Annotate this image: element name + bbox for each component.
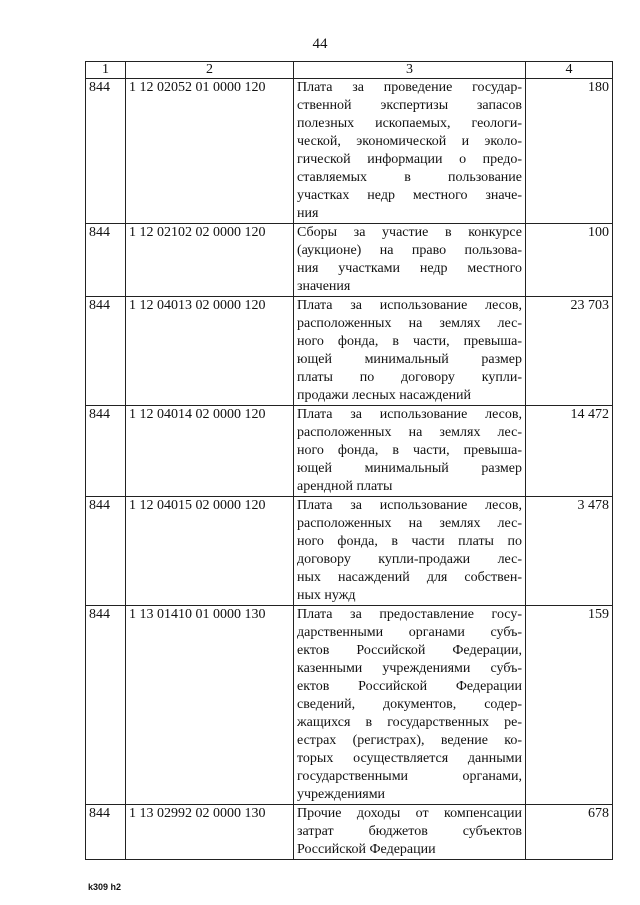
description-line: арендной платы <box>297 479 393 494</box>
cell-amount: 14 472 <box>526 406 613 497</box>
description-line: (аукционе) на право пользова- <box>297 243 522 258</box>
description-line: затрат бюджетов субъектов <box>297 824 522 839</box>
page-number: 44 <box>312 36 328 52</box>
description-line: ных насаждений для собствен- <box>297 570 522 585</box>
table-row <box>86 79 613 224</box>
description-line: гической информации о предо- <box>297 152 522 167</box>
cell-classification-code: 1 12 04013 02 0000 120 <box>126 297 294 406</box>
description-line: расположенных на землях лес- <box>297 425 522 440</box>
header-cell-1: 1 <box>86 62 126 79</box>
description-line: учреждениями <box>297 787 386 802</box>
cell-description <box>294 406 526 497</box>
cell-amount: 159 <box>526 606 613 805</box>
description-line: участках недр местного значе- <box>297 188 522 203</box>
cell-amount: 180 <box>526 79 613 224</box>
cell-amount: 100 <box>526 224 613 297</box>
footer-mark: k309 h2 <box>88 882 122 892</box>
description-line: Российской Федерации <box>297 842 436 857</box>
header-cell-4: 4 <box>526 62 613 79</box>
cell-classification-code: 1 12 04014 02 0000 120 <box>126 406 294 497</box>
table-row <box>86 224 613 297</box>
cell-description <box>294 79 526 224</box>
description-line: Сборы за участие в конкурсе <box>297 225 522 240</box>
description-line: дарственными органами субъ- <box>297 625 522 640</box>
cell-admin-code: 844 <box>86 79 126 224</box>
description-line: ния участками недр местного <box>297 261 522 276</box>
cell-admin-code: 844 <box>86 606 126 805</box>
description-line: ектов Российской Федерации, <box>297 643 522 658</box>
description-line: Прочие доходы от компенсации <box>297 806 522 821</box>
cell-classification-code: 1 12 04015 02 0000 120 <box>126 497 294 606</box>
description-line: расположенных на землях лес- <box>297 516 522 531</box>
description-line: естрах (регистрах), ведение ко- <box>297 733 522 748</box>
header-cell-3: 3 <box>294 62 526 79</box>
cell-description <box>294 606 526 805</box>
description-line: значения <box>297 279 351 294</box>
description-line: ческой, экономической и эколо- <box>297 134 522 149</box>
table-row <box>86 406 613 497</box>
description-line: ственной экспертизы запасов <box>297 98 522 113</box>
description-line: жащихся в государственных ре- <box>297 715 522 730</box>
description-line: ставляемых в пользование <box>297 170 522 185</box>
description-line: ного фонда, в части платы по <box>297 534 522 549</box>
description-line: договору купли-продажи лес- <box>297 552 522 567</box>
description-line: Плата за использование лесов, <box>297 298 522 313</box>
cell-admin-code: 844 <box>86 297 126 406</box>
description-line: Плата за использование лесов, <box>297 498 522 513</box>
table-row <box>86 606 613 805</box>
table-body <box>86 79 613 860</box>
description-line: Плата за предоставление госу- <box>297 607 522 622</box>
description-line: ния <box>297 206 319 221</box>
description-line: полезных ископаемых, геологи- <box>297 116 522 131</box>
cell-amount: 23 703 <box>526 297 613 406</box>
cell-description <box>294 297 526 406</box>
description-line: ющей минимальный размер <box>297 461 522 476</box>
cell-admin-code: 844 <box>86 497 126 606</box>
cell-description <box>294 224 526 297</box>
table-row <box>86 297 613 406</box>
table-row <box>86 497 613 606</box>
description-line: платы по договору купли- <box>297 370 522 385</box>
description-line: сведений, документов, содер- <box>297 697 522 712</box>
cell-admin-code: 844 <box>86 406 126 497</box>
cell-classification-code: 1 12 02102 02 0000 120 <box>126 224 294 297</box>
header-cell-2: 2 <box>126 62 294 79</box>
description-line: Плата за использование лесов, <box>297 407 522 422</box>
cell-classification-code: 1 13 02992 02 0000 130 <box>126 805 294 860</box>
description-line: ного фонда, в части, превыша- <box>297 443 522 458</box>
description-line: ектов Российской Федерации <box>297 679 522 694</box>
description-line: расположенных на землях лес- <box>297 316 522 331</box>
cell-admin-code: 844 <box>86 805 126 860</box>
cell-amount: 678 <box>526 805 613 860</box>
cell-description <box>294 497 526 606</box>
description-line: ных нужд <box>297 588 356 603</box>
description-line: государственными органами, <box>297 769 522 784</box>
cell-amount: 3 478 <box>526 497 613 606</box>
description-line: ного фонда, в части, превыша- <box>297 334 522 349</box>
description-line: продажи лесных насаждений <box>297 388 472 403</box>
cell-admin-code: 844 <box>86 224 126 297</box>
description-line: ющей минимальный размер <box>297 352 522 367</box>
description-line: Плата за проведение государ- <box>297 80 522 95</box>
cell-description <box>294 805 526 860</box>
cell-classification-code: 1 12 02052 01 0000 120 <box>126 79 294 224</box>
revenue-table <box>85 61 613 860</box>
description-line: казенными учреждениями субъ- <box>297 661 522 676</box>
cell-classification-code: 1 13 01410 01 0000 130 <box>126 606 294 805</box>
description-line: торых осуществляется данными <box>297 751 522 766</box>
table-row <box>86 805 613 860</box>
table-header-row <box>86 62 613 79</box>
